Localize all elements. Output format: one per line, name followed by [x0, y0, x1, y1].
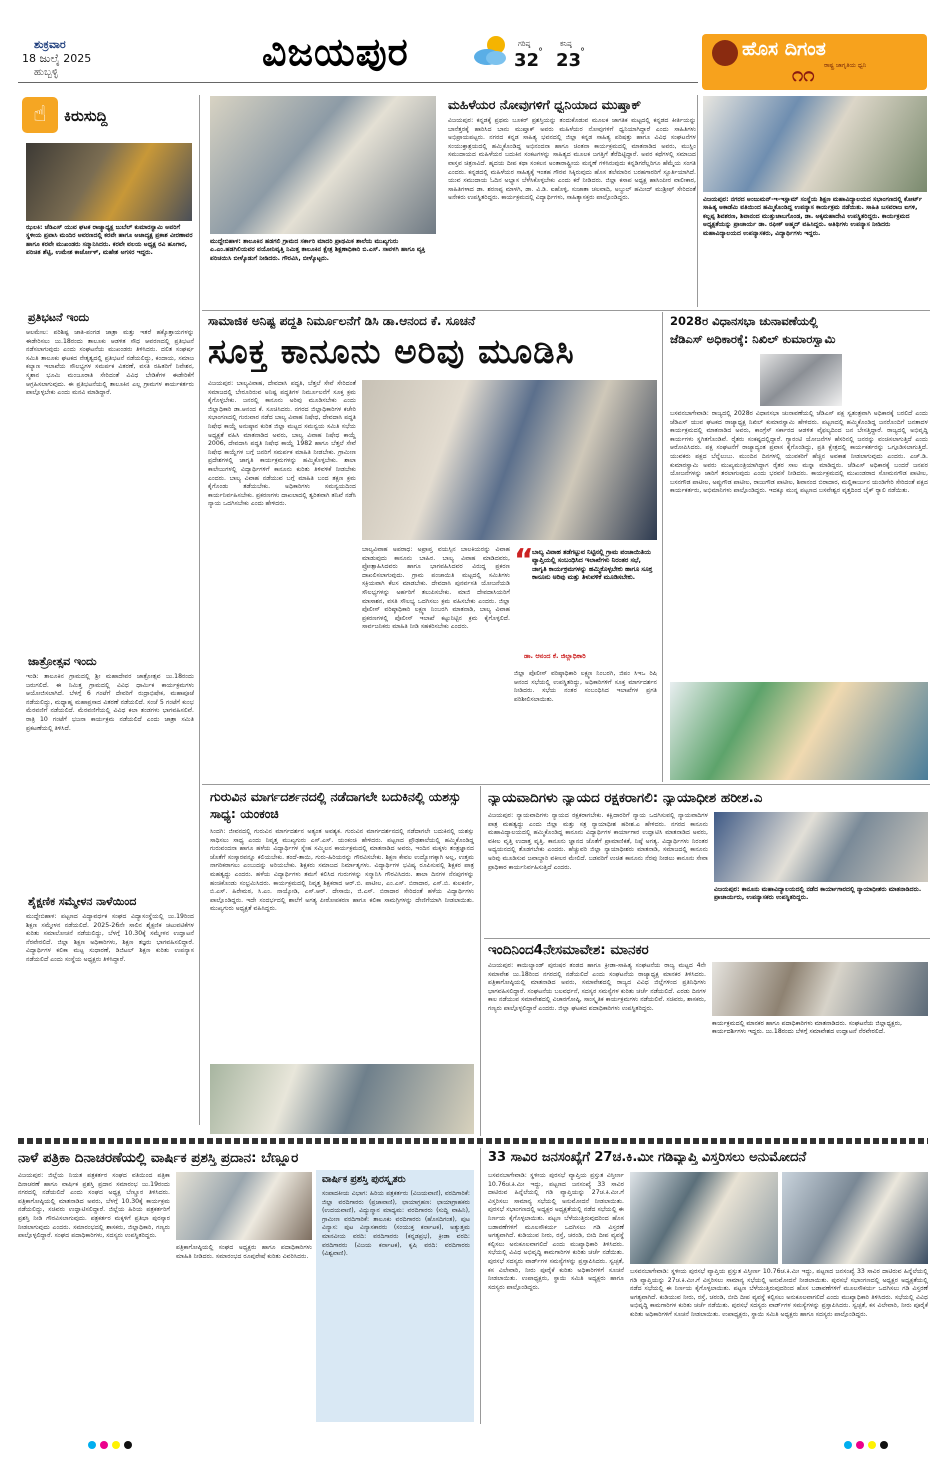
brief-heading-1: ಪ್ರತಿಭಟನೆ ಇಂದು	[28, 311, 90, 324]
section-divider	[18, 1138, 928, 1144]
lead-pullquote	[514, 543, 657, 666]
mushtaq-body: ವಿಜಯಪುರ: ಕನ್ನಡಕ್ಕೆ ಪ್ರಥಮ ಬೂಕರ್ ಪ್ರಶಸ್ತಿಯನ್ನು ತಂದುಕೊಡುವ ಮೂಲಕ ಜಾಗತಿಕ ಮಟ್ಟದಲ್ಲಿ ಕನ್ನಡದ ಕೀರ್ತಿಯನ್ನು ಬಾನೆತ್ತರಕ್ಕೆ ಹಾರಿಸಿದ ಬಾನು ಮುಷ್ತಾಕ್ ಅವರು ಮಹಿಳೆಯರ ನೋವುಗಳಿಗೆ ಧ್ವನಿಯಾಗಿದ್ದಾರೆ ಎಂದು ಸಾಹಿತಿಗಳು ಅಭಿಪ್ರಾಯಪಟ್ಟರು. ನಗರದ ಕನ್ನಡ ಸಾಹಿತ್ಯ ಭವನದಲ್ಲಿ ಜಿಲ್ಲಾ ಕನ್ನಡ ಸಾಹಿತ್ಯ ಪರಿಷತ್ತು ಹಾಗೂ ವಿವಿಧ ಸಂಘಟನೆಗಳ ಸಂಯುಕ್ತಾಶ್ರಯದಲ್ಲಿ ಹಮ್ಮಿಕೊಂಡಿದ್ದ ಅಭಿನಂದನಾ ಹಾಗೂ ಚಿಂತನಾ ಕಾರ್ಯಕ್ರಮದಲ್ಲಿ ಮಾತನಾಡಿದ ಅವರು, ಮುಸ್ಲಿಂ ಸಮುದಾಯದ ಮಹಿಳೆಯರ ಬದುಕಿನ ಸಂಕಟಗಳನ್ನು ಸಾಹಿತ್ಯದ ಮೂಲಕ ಜಗತ್ತಿಗೆ ತೆರೆದಿಟ್ಟಿದ್ದಾರೆ. ಅವರ ಕಥೆಗಳಲ್ಲಿ ಸಮಾಜದ ವಾಸ್ತವ ಚಿತ್ರಣವಿದೆ. ಹೃದಯ ದೀಪ ಕಥಾ ಸಂಕಲನ ಅಂತಾರಾಷ್ಟ್ರೀಯ ಮನ್ನಣೆ ಗಳಿಸಿರುವುದು ಕನ್ನಡಿಗರೆಲ್ಲರಿಗೂ ಹೆಮ್ಮೆಯ ಸಂಗತಿ ಎಂದರು. ಕನ್ನಡದಲ್ಲಿ ಮಹಿಳೆಯರ ಸಾಹಿತ್ಯಕ್ಕೆ ಇಂತಹ ಗೌರವ ಸಿಕ್ಕಿರುವುದು ಹೊಸ ತಲೆಮಾರಿನ ಬರಹಗಾರರಿಗೆ ಸ್ಫೂರ್ತಿಯಾಗಿದೆ. ಯುವ ಸಮುದಾಯ ಓದಿನ ಅಭ್ಯಾಸ ಬೆಳೆಸಿಕೊಳ್ಳಬೇಕು ಎಂದು ಕರೆ ನೀಡಿದರು. ಜಿಲ್ಲಾ ಕಸಾಪ ಅಧ್ಯಕ್ಷ ಹಾಸಿಂಪೀರ ವಾಲೀಕಾರ, ಸಾಹಿತಿಗಳಾದ ಡಾ. ಶರಣಪ್ಪ ಮಾಳಗಿ, ಡಾ. ವಿ.ಡಿ. ಐಹೊಳ್ಳಿ, ಸುಜಾತಾ ಚಲವಾದಿ, ಅಬ್ದುಲ್ ಹಮೀದ್ ಮುಶ್ರೀಫ್ ಸೇರಿದಂತೆ ಅನೇಕರು ಉಪಸ್ಥಿತರಿದ್ದರು. ಕಾರ್ಯಕ್ರಮದಲ್ಲಿ ವಿದ್ಯಾರ್ಥಿಗಳು, ಸಾಹಿತ್ಯಾಸಕ್ತರು ಪಾಲ್ಗೊಂಡಿದ್ದರು.	[448, 117, 696, 202]
patrika-body: ವಿಜಯಪುರ: ಜಿಲ್ಲೆಯ ನಿಯತ ಪತ್ರಕರ್ತರ ಸಂಘದ ವತಿಯಿಂದ ಪತ್ರಿಕಾ ದಿನಾಚರಣೆ ಹಾಗೂ ವಾರ್ಷಿಕ ಪ್ರಶಸ್ತಿ ಪ್ರದಾನ ಸಮಾರಂಭ ಜು.19ರಂದು ನಗರದಲ್ಲಿ ನಡೆಯಲಿದೆ ಎಂದು ಸಂಘದ ಅಧ್ಯಕ್ಷ ಬೆಣ್ಣೂರ ತಿಳಿಸಿದರು. ಪತ್ರಿಕಾಗೋಷ್ಠಿಯಲ್ಲಿ ಮಾತನಾಡಿದ ಅವರು, ಬೆಳಗ್ಗೆ 10.30ಕ್ಕೆ ಕಾರ್ಯಕ್ರಮ ನಡೆಯಲಿದ್ದು, ಸಚಿವರು ಉದ್ಘಾಟಿಸಲಿದ್ದಾರೆ. ಜಿಲ್ಲೆಯ ಹಿರಿಯ ಪತ್ರಕರ್ತರಿಗೆ ಪ್ರಶಸ್ತಿ ನೀಡಿ ಗೌರವಿಸಲಾಗುವುದು. ಪತ್ರಕರ್ತರ ಮಕ್ಕಳಿಗೆ ಪ್ರತಿಭಾ ಪುರಸ್ಕಾರ ನೀಡಲಾಗುವುದು ಎಂದರು. ಸಮಾರಂಭದಲ್ಲಿ ಶಾಸಕರು, ಜಿಲ್ಲಾಧಿಕಾರಿ, ಗಣ್ಯರು ಪಾಲ್ಗೊಳ್ಳಲಿದ್ದಾರೆ. ಸಂಘದ ಪದಾಧಿಕಾರಿಗಳು, ಸದಸ್ಯರು ಉಪಸ್ಥಿತರಿದ್ದರು.	[18, 1172, 170, 1240]
brief-heading-3: ಶೈಕ್ಷಣಿಕ ಸಮ್ಮೇಳನ ನಾಳೆಯಿಂದ	[28, 895, 137, 908]
patrika-headline: ನಾಳೆ ಪತ್ರಿಕಾ ದಿನಾಚರಣೆಯಲ್ಲಿ ವಾರ್ಷಿಕ ಪ್ರಶಸ್ತಿ ಪ್ರದಾನ: ಬೆಣ್ಣೂರ	[18, 1150, 299, 1166]
brief-heading-2: ಜಾತ್ರೋತ್ಸವ ಇಂದು	[28, 655, 97, 668]
award-box-title: ವಾರ್ಷಿಕ ಪ್ರಶಸ್ತಿ ಪುರಸ್ಕೃತರು	[322, 1174, 406, 1185]
max-temp: 32	[514, 50, 540, 71]
forest-headline: 33 ಸಾವಿರ ಜನಸಂಖ್ಯೆಗೆ 27ಚ.ಕಿ.ಮೀ ಗಡಿವ್ಯಾಪ್ತಿ ವಿಸ್ತರಿಸಲು ಅನುಮೋದನೆ	[488, 1150, 807, 1165]
page-day: ಶುಕ್ರವಾರ	[34, 38, 66, 51]
hadagali-photo	[210, 96, 436, 234]
kirusuddi-section	[18, 93, 198, 1123]
row-rule	[202, 784, 930, 785]
hadagali-caption: ಮುದ್ದೇಬಿಹಾಳ: ತಾಲೂಕಿನ ಹಡಗಲಿ ಗ್ರಾಮದ ಸರ್ಕಾರಿ ಮಾದರಿ ಪ್ರಾಥಮಿಕ ಶಾಲೆಯ ಮುಖ್ಯಗುರು ಎ.ಎಂ.ಹಡಗಿಲಿಯವರ ವಯೋನಿವೃತ್ತಿ ನಿಮಿತ್ತ ತಾಲೂಕಿನ ಕ್ಷೇತ್ರ ಶಿಕ್ಷಣಾಧಿಕಾರಿ ಬಿ.ಎಸ್. ಸಾವಳಗಿ ಹಾಗೂ ವ್ಯಕ್ತಿ ಪರಿಚಯಿಸಿ ಬೀಳ್ಕೊಡುಗೆ ನೀಡಿದರು. ಗೌರವಿಸಿ, ಬೀಳ್ಕೊಟ್ಟರು.	[210, 238, 426, 262]
nikhil-kicker: 2028ರ ವಿಧಾನಸಭಾ ಚುನಾವಣೆಯಲ್ಲಿ	[670, 314, 818, 328]
award-box-body: ಸಂಪಾದಕೀಯ ವಿಭಾಗ: ಹಿರಿಯ ಪತ್ರಕರ್ತರು (ವಿಜಯವಾಣಿ), ವರದಿಗಾರಿಕೆ: ಜಿಲ್ಲಾ ವರದಿಗಾರರು (ಪ್ರಜಾವಾಣಿ), ಛಾಯಾಗ್ರಹಣ: ಛಾಯಾಗ್ರಾಹಕರು (ಉದಯವಾಣಿ), ವಿದ್ಯುನ್ಮಾನ ಮಾಧ್ಯಮ: ವರದಿಗಾರರು (ಸುದ್ದಿ ವಾಹಿನಿ), ಗ್ರಾಮೀಣ ವರದಿಗಾರಿಕೆ: ತಾಲೂಕು ವರದಿಗಾರರು (ಹೊಸದಿಗಂತ), ಪುಟ ವಿನ್ಯಾಸ: ಪುಟ ವಿನ್ಯಾಸಕಾರರು (ಸಂಯುಕ್ತ ಕರ್ನಾಟಕ), ಅತ್ಯುತ್ತಮ ಮಾನವೀಯ ವರದಿ: ವರದಿಗಾರರು (ಕನ್ನಡಪ್ರಭ), ಕ್ರೀಡಾ ವರದಿ: ವರದಿಗಾರರು (ವಿಜಯ ಕರ್ನಾಟಕ), ಕೃಷಿ ವರದಿ: ವರದಿಗಾರರು (ವಿಶ್ವವಾಣಿ).	[322, 1190, 470, 1258]
masthead	[0, 0, 945, 92]
nikhil-body: ಬಸವನಬಾಗೇವಾಡಿ: ರಾಜ್ಯದಲ್ಲಿ 2028ರ ವಿಧಾನಸಭಾ ಚುನಾವಣೆಯಲ್ಲಿ ಜೆಡಿಎಸ್ ಪಕ್ಷ ಸ್ವತಂತ್ರವಾಗಿ ಅಧಿಕಾರಕ್ಕೆ ಬರಲಿದೆ ಎಂದು ಜೆಡಿಎಸ್ ಯುವ ಘಟಕದ ರಾಜ್ಯಾಧ್ಯಕ್ಷ ನಿಖಿಲ್ ಕುಮಾರಸ್ವಾಮಿ ಹೇಳಿದರು. ಪಟ್ಟಣದಲ್ಲಿ ಹಮ್ಮಿಕೊಂಡಿದ್ದ ಜನರೊಂದಿಗೆ ಜನತಾದಳ ಕಾರ್ಯಕ್ರಮದಲ್ಲಿ ಮಾತನಾಡಿದ ಅವರು, ಕಾಂಗ್ರೆಸ್ ಸರ್ಕಾರದ ಆಡಳಿತ ವೈಫಲ್ಯದಿಂದ ಜನ ಬೇಸತ್ತಿದ್ದಾರೆ. ರಾಜ್ಯದಲ್ಲಿ ಅಭಿವೃದ್ಧಿ ಕಾರ್ಯಗಳು ಸ್ಥಗಿತಗೊಂಡಿವೆ. ರೈತರು ಸಂಕಷ್ಟದಲ್ಲಿದ್ದಾರೆ. ಗ್ಯಾರಂಟಿ ಯೋಜನೆಗಳ ಹೆಸರಿನಲ್ಲಿ ಜನರನ್ನು ವಂಚಿಸಲಾಗುತ್ತಿದೆ ಎಂದು ಆರೋಪಿಸಿದರು. ಪಕ್ಷ ಸಂಘಟನೆಗೆ ರಾಜ್ಯಾದ್ಯಂತ ಪ್ರವಾಸ ಕೈಗೊಂಡಿದ್ದು, ಪ್ರತಿ ಕ್ಷೇತ್ರದಲ್ಲಿ ಕಾರ್ಯಕರ್ತರನ್ನು ಒಗ್ಗೂಡಿಸಲಾಗುತ್ತಿದೆ. ಯುವಕರು ಪಕ್ಷದ ಬೆನ್ನೆಲುಬು. ಮುಂದಿನ ದಿನಗಳಲ್ಲಿ ಯುವಕರಿಗೆ ಹೆಚ್ಚಿನ ಅವಕಾಶ ನೀಡಲಾಗುವುದು ಎಂದರು. ಎಚ್.ಡಿ. ಕುಮಾರಸ್ವಾಮಿ ಅವರು ಮುಖ್ಯಮಂತ್ರಿಯಾಗಿದ್ದಾಗ ರೈತರ ಸಾಲ ಮನ್ನಾ ಮಾಡಿದ್ದರು. ಜೆಡಿಎಸ್ ಅಧಿಕಾರಕ್ಕೆ ಬಂದರೆ ಜನಪರ ಯೋಜನೆಗಳನ್ನು ಜಾರಿಗೆ ತರಲಾಗುವುದು ಎಂದು ಭರವಸೆ ನೀಡಿದರು. ಕಾರ್ಯಕ್ರಮದಲ್ಲಿ ಮುಖಂಡರಾದ ಸೋಮನಗೌಡ ಪಾಟೀಲ, ಬಸನಗೌಡ ಪಾಟೀಲ, ಅಪ್ಪುಗೌಡ ಪಾಟೀಲ, ರಾಜುಗೌಡ ಪಾಟೀಲ, ಶಿವಾನಂದ ಬಿರಾದಾರ, ಮಲ್ಲಿಕಾರ್ಜುನ ಯಂಡಿಗೇರಿ ಸೇರಿದಂತೆ ಪಕ್ಷದ ಕಾರ್ಯಕರ್ತರು, ಅಭಿಮಾನಿಗಳು ಪಾಲ್ಗೊಂಡಿದ್ದರು. ಇದಕ್ಕೂ ಮುನ್ನ ಪಟ್ಟಣದ ಬಸವೇಶ್ವರ ವೃತ್ತದಿಂದ ಬೈಕ್ ರ‍್ಯಾಲಿ ನಡೆಯಿತು.	[670, 410, 928, 495]
max-temp-degree: °	[538, 47, 543, 58]
nyaya-caption: ವಿಜಯಪುರ: ಕಾನೂನು ಮಹಾವಿದ್ಯಾಲಯದಲ್ಲಿ ನಡೆದ ಕಾರ್ಯಾಗಾರದಲ್ಲಿ ನ್ಯಾಯಾಧೀಶರು ಮಾತನಾಡಿದರು. ಪ್ರಾಚಾರ್ಯರು, ಉಪನ್ಯಾಸಕರು ಉಪಸ್ಥಿತರಿದ್ದರು.	[714, 886, 922, 902]
registration-marks-left	[86, 1434, 134, 1453]
page-number: ೧೧	[792, 62, 815, 86]
forest-body-2: ಬಸವನಬಾಗೇವಾಡಿ: ಸ್ಥಳೀಯ ಪುರಸಭೆ ವ್ಯಾಪ್ತಿಯ ಪ್ರಸ್ತುತ ವಿಸ್ತೀರ್ಣ 10.76ಚ.ಕಿ.ಮೀ ಇದ್ದು, ಪಟ್ಟಣದ ಜನಸಂಖ್ಯೆ 33 ಸಾವಿರ ದಾಟಿರುವ ಹಿನ್ನೆಲೆಯಲ್ಲಿ ಗಡಿ ವ್ಯಾಪ್ತಿಯನ್ನು 27ಚ.ಕಿ.ಮೀ.ಗೆ ವಿಸ್ತರಿಸಲು ಸಾಮಾನ್ಯ ಸಭೆಯಲ್ಲಿ ಅನುಮೋದನೆ ನೀಡಲಾಯಿತು. ಪುರಸಭೆ ಸಭಾಂಗಣದಲ್ಲಿ ಅಧ್ಯಕ್ಷರ ಅಧ್ಯಕ್ಷತೆಯಲ್ಲಿ ನಡೆದ ಸಭೆಯಲ್ಲಿ ಈ ನಿರ್ಣಯ ಕೈಗೊಳ್ಳಲಾಯಿತು. ಪಟ್ಟಣ ಬೆಳೆಯುತ್ತಿರುವುದರಿಂದ ಹೊಸ ಬಡಾವಣೆಗಳಿಗೆ ಮೂಲಸೌಕರ್ಯ ಒದಗಿಸಲು ಗಡಿ ವಿಸ್ತರಣೆ ಅಗತ್ಯವಾಗಿದೆ. ಕುಡಿಯುವ ನೀರು, ರಸ್ತೆ, ಚರಂಡಿ, ಬೀದಿ ದೀಪ ವ್ಯವಸ್ಥೆ ಕಲ್ಪಿಸಲು ಅನುಕೂಲವಾಗಲಿದೆ ಎಂದು ಮುಖ್ಯಾಧಿಕಾರಿ ತಿಳಿಸಿದರು. ಸಭೆಯಲ್ಲಿ ವಿವಿಧ ಅಭಿವೃದ್ಧಿ ಕಾಮಗಾರಿಗಳ ಕುರಿತು ಚರ್ಚೆ ನಡೆಯಿತು. ಪುರಸಭೆ ಸದಸ್ಯರು ವಾರ್ಡ್‌ಗಳ ಸಮಸ್ಯೆಗಳನ್ನು ಪ್ರಸ್ತಾಪಿಸಿದರು. ಸ್ವಚ್ಛತೆ, ಕಸ ವಿಲೇವಾರಿ, ನೀರು ಪೂರೈಕೆ ಕುರಿತು ಅಧಿಕಾರಿಗಳಿಗೆ ಸೂಚನೆ ನೀಡಲಾಯಿತು. ಉಪಾಧ್ಯಕ್ಷರು, ಸ್ಥಾಯಿ ಸಮಿತಿ ಅಧ್ಯಕ್ಷರು ಹಾಗೂ ಸದಸ್ಯರು ಪಾಲ್ಗೊಂಡಿದ್ದರು.	[630, 1268, 928, 1318]
brand-tagline: ರಾಷ್ಟ್ರ ಜಾಗೃತಿಯ ಧ್ವನಿ	[824, 62, 867, 69]
brand-name: ಹೊಸ ದಿಗಂತ	[742, 38, 826, 60]
lead-body-mid: ಬಾಲ್ಯವಿವಾಹ ಅಪರಾಧ: ಅಪ್ರಾಪ್ತ ವಯಸ್ಸಿನ ಬಾಲಕಿಯರನ್ನು ವಿವಾಹ ಮಾಡುವುದು ಕಾನೂನು ಬಾಹಿರ. ಬಾಲ್ಯ ವಿವಾಹ ಮಾಡಿದವರು, ಪ್ರೋತ್ಸಾಹಿಸಿದವರು ಹಾಗೂ ಭಾಗವಹಿಸಿದವರ ವಿರುದ್ಧ ಪ್ರಕರಣ ದಾಖಲಿಸಲಾಗುವುದು. ಗ್ರಾಮ ಪಂಚಾಯಿತಿ ಮಟ್ಟದಲ್ಲಿ ಸಮಿತಿಗಳು ಸಕ್ರಿಯವಾಗಿ ಕೆಲಸ ಮಾಡಬೇಕು. ದೇವದಾಸಿ ಪುನರ್ವಸತಿ ಯೋಜನೆಯಡಿ ಸೌಲಭ್ಯಗಳನ್ನು ಅರ್ಹರಿಗೆ ತಲುಪಿಸಬೇಕು. ಮಾಜಿ ದೇವದಾಸಿಯರಿಗೆ ಮಾಸಾಶನ, ವಸತಿ ಸೌಲಭ್ಯ ಒದಗಿಸಲು ಕ್ರಮ ವಹಿಸಬೇಕು ಎಂದರು. ಜಿಲ್ಲಾ ಪೊಲೀಸ್ ವರಿಷ್ಠಾಧಿಕಾರಿ ಲಕ್ಷ್ಮಣ ನಿಂಬರಗಿ ಮಾತನಾಡಿ, ಬಾಲ್ಯ ವಿವಾಹ ಪ್ರಕರಣಗಳಲ್ಲಿ ಪೊಲೀಸ್ ಇಲಾಖೆ ಕಟ್ಟುನಿಟ್ಟಿನ ಕ್ರಮ ಕೈಗೊಳ್ಳಲಿದೆ. ಸಾರ್ವಜನಿಕರು ಮಾಹಿತಿ ನೀಡಿ ಸಹಕರಿಸಬೇಕು ಎಂದರು.	[362, 546, 510, 631]
nikhil-photo	[670, 682, 928, 780]
pullquote-text: ಬಾಲ್ಯ ವಿವಾಹ ತಡೆಗಟ್ಟುವ ನಿಟ್ಟಿನಲ್ಲಿ ಗ್ರಾಮ ಪಂಚಾಯಿತಿಯ ವ್ಯಾಪ್ತಿಯಲ್ಲಿ ಸಂಬಂಧಿಸಿದ ಇಲಾಖೆಗಳು ನಿರಂತರ ಸಭೆ, ಜಾಗೃತಿ ಕಾರ್ಯಕ್ರಮಗಳನ್ನು ಹಮ್ಮಿಕೊಳ್ಳಬೇಕು ಹಾಗೂ ಸೂಕ್ತ ಕಾನೂನು ಅರಿವು ಮತ್ತು ತಿಳುವಳಿಕೆ ಮೂಡಿಸಬೇಕು.	[532, 548, 653, 582]
page-place: ಹುಬ್ಬಳ್ಳಿ	[34, 67, 59, 78]
manakara-headline: ಇಂದಿನಿಂದ4ನೇಸಮಾವೇಶ: ಮಾನಕರ	[488, 942, 649, 958]
registration-marks-right	[842, 1434, 890, 1453]
patrika-photo	[176, 1172, 312, 1240]
award-box	[316, 1170, 474, 1422]
lead-headline: ಸೂಕ್ತ ಕಾನೂನು ಅರಿವು ಮೂಡಿಸಿ	[208, 332, 575, 372]
min-temp-degree: °	[580, 47, 585, 58]
mushtaq-headline: ಮಹಿಳೆಯರ ನೋವುಗಳಿಗೆ ಧ್ವನಿಯಾದ ಮುಷ್ತಾಕ್	[448, 97, 642, 112]
edition-title: ವಿಜಯಪುರ	[262, 30, 409, 74]
guru-headline-1: ಗುರುವಿನ ಮಾರ್ಗದರ್ಶನದಲ್ಲಿ ನಡೆದಾಗಲೇ ಬದುಕಿನಲ್ಲಿ ಯಶಸ್ಸು ಸಾಧ್ಯ: ಯಂಕಂಚಿ	[210, 789, 461, 821]
page-date: 18 ಜುಲೈ 2025	[22, 52, 92, 65]
weather-icon	[470, 32, 510, 68]
column-rule	[697, 95, 698, 307]
lead-photo	[362, 380, 657, 540]
forest-photo-1	[630, 1172, 778, 1264]
anjuman-photo	[703, 96, 927, 192]
brief-body-3: ಮುದ್ದೇಬಿಹಾಳ: ಪಟ್ಟಣದ ವಿದ್ಯಾವರ್ಧಕ ಸಂಘದ ವಿದ್ಯಾಸಂಸ್ಥೆಯಲ್ಲಿ ಜು.19ರಿಂದ ಶಿಕ್ಷಣ ಸಮ್ಮೇಳನ ನಡೆಯಲಿದೆ. 2025-26ನೇ ಸಾಲಿನ ಶೈಕ್ಷಣಿಕ ಚಟುವಟಿಕೆಗಳ ಕುರಿತು ಸಮಾಲೋಚನೆ ನಡೆಯಲಿದ್ದು, ಬೆಳಗ್ಗೆ 10.30ಕ್ಕೆ ಸಮ್ಮೇಳನ ಉದ್ಘಾಟನೆ ನೆರವೇರಲಿದೆ. ಜಿಲ್ಲಾ ಶಿಕ್ಷಣ ಅಧಿಕಾರಿಗಳು, ಶಿಕ್ಷಣ ತಜ್ಞರು ಭಾಗವಹಿಸಲಿದ್ದಾರೆ. ವಿದ್ಯಾರ್ಥಿಗಳ ಕಲಿಕಾ ಮಟ್ಟ ಸುಧಾರಣೆ, ಡಿಜಿಟಲ್ ಶಿಕ್ಷಣ ಕುರಿತು ಉಪನ್ಯಾಸ ನಡೆಯಲಿದೆ ಎಂದು ಸಂಸ್ಥೆಯ ಅಧ್ಯಕ್ಷರು ತಿಳಿಸಿದ್ದಾರೆ.	[26, 913, 194, 963]
kirusuddi-photo	[26, 143, 192, 221]
forest-photo-2	[782, 1172, 928, 1264]
brand-banner	[702, 34, 927, 90]
row-rule	[202, 310, 930, 311]
guru-body: ಸಿಂದಗಿ: ಜೀವನದಲ್ಲಿ ಗುರುವಿನ ಮಾರ್ಗದರ್ಶನ ಅತ್ಯಂತ ಅವಶ್ಯಕ. ಗುರುವಿನ ಮಾರ್ಗದರ್ಶನದಲ್ಲಿ ನಡೆದಾಗಲೇ ಬದುಕಿನಲ್ಲಿ ಯಶಸ್ಸು ಸಾಧಿಸಲು ಸಾಧ್ಯ ಎಂದು ನಿವೃತ್ತ ಮುಖ್ಯಗುರು ಎಸ್.ಎಸ್. ಯಂಕಂಚಿ ಹೇಳಿದರು. ಪಟ್ಟಣದ ಪ್ರೌಢಶಾಲೆಯಲ್ಲಿ ಹಮ್ಮಿಕೊಂಡಿದ್ದ ಗುರುವಂದನಾ ಹಾಗೂ ಹಳೆಯ ವಿದ್ಯಾರ್ಥಿಗಳ ಸ್ನೇಹ ಸಮ್ಮಿಲನ ಕಾರ್ಯಕ್ರಮದಲ್ಲಿ ಮಾತನಾಡಿದ ಅವರು, ಇಂದಿನ ಮಕ್ಕಳು ತಂತ್ರಜ್ಞಾನದ ಜೊತೆಗೆ ಸಂಸ್ಕಾರವನ್ನೂ ಕಲಿಯಬೇಕು. ತಂದೆ-ತಾಯಿ, ಗುರು-ಹಿರಿಯರನ್ನು ಗೌರವಿಸಬೇಕು. ಶಿಕ್ಷಣ ಕೇವಲ ಉದ್ಯೋಗಕ್ಕಾಗಿ ಅಲ್ಲ, ಉತ್ತಮ ನಾಗರಿಕರಾಗಲು ಎಂಬುದನ್ನು ಅರಿಯಬೇಕು. ಶಿಕ್ಷಕರು ಸಮಾಜದ ನಿರ್ಮಾತೃಗಳು. ವಿದ್ಯಾರ್ಥಿಗಳ ಭವಿಷ್ಯ ರೂಪಿಸುವಲ್ಲಿ ಶಿಕ್ಷಕರ ಪಾತ್ರ ಮಹತ್ವದ್ದು ಎಂದರು. ಹಳೆಯ ವಿದ್ಯಾರ್ಥಿಗಳು ತಮಗೆ ಕಲಿಸಿದ ಗುರುಗಳನ್ನು ಸನ್ಮಾನಿಸಿ ಗೌರವಿಸಿದರು. ಶಾಲಾ ದಿನಗಳ ನೆನಪುಗಳನ್ನು ಹಂಚಿಕೊಂಡು ಸಂಭ್ರಮಿಸಿದರು. ಕಾರ್ಯಕ್ರಮದಲ್ಲಿ ನಿವೃತ್ತ ಶಿಕ್ಷಕರಾದ ಆರ್.ಬಿ. ಪಾಟೀಲ, ಎಂ.ಎಸ್. ಬಿರಾದಾರ, ಎಸ್.ಬಿ. ಕುಲಕರ್ಣಿ, ಬಿ.ಎಸ್. ಹಿರೇಮಠ, ಸಿ.ಎಂ. ನಾಯ್ಕೋಡಿ, ಎಸ್.ಆರ್. ದೇಸಾಯಿ, ಜಿ.ಎಸ್. ಬಿರಾದಾರ ಸೇರಿದಂತೆ ಹಳೆಯ ವಿದ್ಯಾರ್ಥಿಗಳು ಪಾಲ್ಗೊಂಡಿದ್ದರು. ಇದೇ ಸಂದರ್ಭದಲ್ಲಿ ಶಾಲೆಗೆ ಅಗತ್ಯ ಪೀಠೋಪಕರಣ ಹಾಗೂ ಕಲಿಕಾ ಸಾಮಗ್ರಿಗಳನ್ನು ದೇಣಿಗೆಯಾಗಿ ನೀಡಲಾಯಿತು. ಮುಖ್ಯಗುರು ಅಧ್ಯಕ್ಷತೆ ವಹಿಸಿದ್ದರು.	[210, 828, 474, 913]
patrika-caption: ಪತ್ರಿಕಾಗೋಷ್ಠಿಯಲ್ಲಿ ಸಂಘದ ಅಧ್ಯಕ್ಷರು ಹಾಗೂ ಪದಾಧಿಕಾರಿಗಳು ಮಾಹಿತಿ ನೀಡಿದರು. ಸಮಾರಂಭದ ರೂಪುರೇಷೆ ಕುರಿತು ವಿವರಿಸಿದರು.	[176, 1244, 312, 1260]
lead-body-right: ಜಿಲ್ಲಾ ಪೊಲೀಸ್ ವರಿಷ್ಠಾಧಿಕಾರಿ ಲಕ್ಷ್ಮಣ ನಿಂಬರಗಿ, ಜಿಪಂ ಸಿಇಒ ರಿಷಿ ಆನಂದ ಸಭೆಯಲ್ಲಿ ಉಪಸ್ಥಿತರಿದ್ದು, ಅಧಿಕಾರಿಗಳಿಗೆ ಸೂಕ್ತ ಮಾರ್ಗದರ್ಶನ ನೀಡಿದರು. ಸಭೆಯ ನಂತರ ಸಂಬಂಧಿಸಿದ ಇಲಾಖೆಗಳ ಪ್ರಗತಿ ಪರಿಶೀಲಿಸಲಾಯಿತು.	[514, 670, 657, 703]
kirusuddi-photo-caption: ಝಲಕಿ: ಜೆಡಿಎಸ್ ಯುವ ಘಟಕ ರಾಜ್ಯಾಧ್ಯಕ್ಷ ಜುಬೆಲ್ ಕುಮಾರಸ್ವಾಮಿ ಅವರಿಗೆ ಸ್ಥಳೀಯ ಪ್ರವಾಸಿ ಮಂದಿರ ಆವರಣದಲ್ಲಿ ಕರವೇ ಹಾಗೂ ಅಜಾದ್ಯಕ್ಷ ಪ್ರಕಾಶ ವೀರಣಾವರ ಹಾಗೂ ಕರವೇ ಮುಖಂಡರು ಸನ್ಮಾನಿಸಿದರು. ಕರವೇ ವಲಯ ಅಧ್ಯಕ್ಷ ರವಿ ಹೂಗಾರ, ಪರಿಚಿತ ಶೆಟ್ಟಿ, ಉಮೇಶ ಕಾರ್ಜೋಳ್, ಮಹೇಶ ಅಗಸರ ಇದ್ದರು.	[26, 224, 193, 257]
nikhil-headline: ಜೆಡಿಎಸ್ ಅಧಿಕಾರಕ್ಕೆ: ನಿಖಿಲ್ ಕುಮಾರಸ್ವಾಮಿ	[670, 332, 836, 346]
guru-photo	[210, 1064, 474, 1134]
manakara-caption: ಕಾರ್ಯಕ್ರಮದಲ್ಲಿ ಮಾನಕರ ಹಾಗೂ ಪದಾಧಿಕಾರಿಗಳು ಮಾತನಾಡಿದರು. ಸಂಘಟನೆಯ ಜಿಲ್ಲಾಧ್ಯಕ್ಷರು, ಕಾರ್ಯದರ್ಶಿಗಳು ಇದ್ದರು. ಜು.18ರಂದು ಬೆಳಗ್ಗೆ ಸಮಾವೇಶದ ಉದ್ಘಾಟನೆ ನೆರವೇರಲಿದೆ.	[712, 1020, 902, 1036]
nyaya-headline: ನ್ಯಾಯವಾದಿಗಳು ನ್ಯಾಯದ ರಕ್ಷಕರಾಗಲಿ: ನ್ಯಾಯಾಧೀಶ ಹರೀಶ.ಎ	[488, 790, 763, 806]
kirusuddi-header	[22, 97, 152, 137]
header-rule	[18, 82, 698, 83]
manakara-body: ವಿಜಯಪುರ: ಕಾಯಿಲ್ಯಾಂಡ್ ಪುರುಷರ ತಂಡದ ಹಾಗೂ ಕ್ರೀಡಾ-ಸಾಹಿತ್ಯ ಸಂಘಟನೆಯ ರಾಜ್ಯ ಮಟ್ಟದ 4ನೇ ಸಮಾವೇಶ ಜು.18ರಿಂದ ನಗರದಲ್ಲಿ ನಡೆಯಲಿದೆ ಎಂದು ಸಂಘಟನೆಯ ರಾಜ್ಯಾಧ್ಯಕ್ಷ ಮಾನಕರ ತಿಳಿಸಿದರು. ಪತ್ರಿಕಾಗೋಷ್ಠಿಯಲ್ಲಿ ಮಾತನಾಡಿದ ಅವರು, ಸಮಾವೇಶದಲ್ಲಿ ರಾಜ್ಯದ ವಿವಿಧ ಜಿಲ್ಲೆಗಳಿಂದ ಪ್ರತಿನಿಧಿಗಳು ಭಾಗವಹಿಸಲಿದ್ದಾರೆ. ಸಂಘಟನೆಯ ಬಲವರ್ಧನೆ, ಸದಸ್ಯರ ಸಮಸ್ಯೆಗಳ ಕುರಿತು ಚರ್ಚೆ ನಡೆಯಲಿದೆ. ಎರಡು ದಿನಗಳ ಕಾಲ ನಡೆಯುವ ಸಮಾವೇಶದಲ್ಲಿ ವಿಚಾರಗೋಷ್ಠಿ, ಸಾಂಸ್ಕೃತಿಕ ಕಾರ್ಯಕ್ರಮಗಳು ನಡೆಯಲಿವೆ. ಸಚಿವರು, ಶಾಸಕರು, ಗಣ್ಯರು ಪಾಲ್ಗೊಳ್ಳಲಿದ್ದಾರೆ ಎಂದರು. ಜಿಲ್ಲಾ ಘಟಕದ ಪದಾಧಿಕಾರಿಗಳು ಉಪಸ್ಥಿತರಿದ್ದರು.	[488, 962, 706, 1012]
kirusuddi-title: ಕಿರುಸುದ್ದಿ	[64, 107, 108, 125]
forest-body-1: ಬಸವನಬಾಗೇವಾಡಿ: ಸ್ಥಳೀಯ ಪುರಸಭೆ ವ್ಯಾಪ್ತಿಯ ಪ್ರಸ್ತುತ ವಿಸ್ತೀರ್ಣ 10.76ಚ.ಕಿ.ಮೀ ಇದ್ದು, ಪಟ್ಟಣದ ಜನಸಂಖ್ಯೆ 33 ಸಾವಿರ ದಾಟಿರುವ ಹಿನ್ನೆಲೆಯಲ್ಲಿ ಗಡಿ ವ್ಯಾಪ್ತಿಯನ್ನು 27ಚ.ಕಿ.ಮೀ.ಗೆ ವಿಸ್ತರಿಸಲು ಸಾಮಾನ್ಯ ಸಭೆಯಲ್ಲಿ ಅನುಮೋದನೆ ನೀಡಲಾಯಿತು. ಪುರಸಭೆ ಸಭಾಂಗಣದಲ್ಲಿ ಅಧ್ಯಕ್ಷರ ಅಧ್ಯಕ್ಷತೆಯಲ್ಲಿ ನಡೆದ ಸಭೆಯಲ್ಲಿ ಈ ನಿರ್ಣಯ ಕೈಗೊಳ್ಳಲಾಯಿತು. ಪಟ್ಟಣ ಬೆಳೆಯುತ್ತಿರುವುದರಿಂದ ಹೊಸ ಬಡಾವಣೆಗಳಿಗೆ ಮೂಲಸೌಕರ್ಯ ಒದಗಿಸಲು ಗಡಿ ವಿಸ್ತರಣೆ ಅಗತ್ಯವಾಗಿದೆ. ಕುಡಿಯುವ ನೀರು, ರಸ್ತೆ, ಚರಂಡಿ, ಬೀದಿ ದೀಪ ವ್ಯವಸ್ಥೆ ಕಲ್ಪಿಸಲು ಅನುಕೂಲವಾಗಲಿದೆ ಎಂದು ಮುಖ್ಯಾಧಿಕಾರಿ ತಿಳಿಸಿದರು. ಸಭೆಯಲ್ಲಿ ವಿವಿಧ ಅಭಿವೃದ್ಧಿ ಕಾಮಗಾರಿಗಳ ಕುರಿತು ಚರ್ಚೆ ನಡೆಯಿತು. ಪುರಸಭೆ ಸದಸ್ಯರು ವಾರ್ಡ್‌ಗಳ ಸಮಸ್ಯೆಗಳನ್ನು ಪ್ರಸ್ತಾಪಿಸಿದರು. ಸ್ವಚ್ಛತೆ, ಕಸ ವಿಲೇವಾರಿ, ನೀರು ಪೂರೈಕೆ ಕುರಿತು ಅಧಿಕಾರಿಗಳಿಗೆ ಸೂಚನೆ ನೀಡಲಾಯಿತು. ಉಪಾಧ್ಯಕ್ಷರು, ಸ್ಥಾಯಿ ಸಮಿತಿ ಅಧ್ಯಕ್ಷರು ಹಾಗೂ ಸದಸ್ಯರು ಪಾಲ್ಗೊಂಡಿದ್ದರು.	[488, 1172, 624, 1291]
column-rule	[480, 1148, 481, 1424]
nikhil-portrait	[760, 354, 842, 406]
lead-kicker: ಸಾಮಾಜಿಕ ಅನಿಷ್ಟ ಪದ್ಧತಿ ನಿರ್ಮೂಲನೆಗೆ ಡಿಸಿ ಡಾ.ಆನಂದ ಕೆ. ಸೂಚನೆ	[208, 314, 476, 328]
max-temp-label: ಗರಿಷ್ಠ	[518, 40, 531, 48]
nyaya-body: ವಿಜಯಪುರ: ನ್ಯಾಯವಾದಿಗಳು ನ್ಯಾಯದ ರಕ್ಷಕರಾಗಬೇಕು. ಕಕ್ಷಿದಾರರಿಗೆ ನ್ಯಾಯ ಒದಗಿಸುವಲ್ಲಿ ನ್ಯಾಯವಾದಿಗಳ ಪಾತ್ರ ಮಹತ್ವದ್ದು ಎಂದು ಜಿಲ್ಲಾ ಮತ್ತು ಸತ್ರ ನ್ಯಾಯಾಧೀಶ ಹರೀಶ.ಎ ಹೇಳಿದರು. ನಗರದ ಕಾನೂನು ಮಹಾವಿದ್ಯಾಲಯದಲ್ಲಿ ಹಮ್ಮಿಕೊಂಡಿದ್ದ ಕಾನೂನು ವಿದ್ಯಾರ್ಥಿಗಳ ಕಾರ್ಯಾಗಾರ ಉದ್ಘಾಟಿಸಿ ಮಾತನಾಡಿದ ಅವರು, ವಕೀಲ ವೃತ್ತಿ ಉದಾತ್ತ ವೃತ್ತಿ. ಕಾನೂನು ಜ್ಞಾನದ ಜೊತೆಗೆ ಪ್ರಾಮಾಣಿಕತೆ, ನಿಷ್ಠೆ ಅಗತ್ಯ. ವಿದ್ಯಾರ್ಥಿಗಳು ನಿರಂತರ ಅಧ್ಯಯನದಲ್ಲಿ ತೊಡಗಬೇಕು ಎಂದರು. ಹೆಚ್ಚುವರಿ ಜಿಲ್ಲಾ ನ್ಯಾಯಾಧೀಶರು ಮಾತನಾಡಿ, ಸಮಾಜದಲ್ಲಿ ಕಾನೂನು ಅರಿವು ಮೂಡಿಸುವ ಜವಾಬ್ದಾರಿ ವಕೀಲರ ಮೇಲಿದೆ. ಬಡವರಿಗೆ ಉಚಿತ ಕಾನೂನು ನೆರವು ನೀಡಲು ಕಾನೂನು ಸೇವಾ ಪ್ರಾಧಿಕಾರ ಕಾರ್ಯನಿರ್ವಹಿಸುತ್ತಿದೆ ಎಂದರು.	[488, 812, 708, 871]
quote-icon: “	[514, 543, 534, 578]
lead-body-left: ವಿಜಯಪುರ: ಬಾಲ್ಯವಿವಾಹ, ದೇವದಾಸಿ ಪದ್ಧತಿ, ಬೆತ್ತಲೆ ಸೇವೆ ಸೇರಿದಂತೆ ಸಮಾಜದಲ್ಲಿ ಬೇರೂರಿರುವ ಅನಿಷ್ಟ ಪದ್ಧತಿಗಳ ನಿರ್ಮೂಲನೆಗೆ ಸೂಕ್ತ ಕ್ರಮ ಕೈಗೊಳ್ಳಬೇಕು. ಜನರಲ್ಲಿ ಕಾನೂನು ಅರಿವು ಮೂಡಿಸಬೇಕು ಎಂದು ಜಿಲ್ಲಾಧಿಕಾರಿ ಡಾ.ಆನಂದ ಕೆ. ಸೂಚಿಸಿದರು. ನಗರದ ಜಿಲ್ಲಾಧಿಕಾರಿಗಳ ಕಚೇರಿ ಸಭಾಂಗಣದಲ್ಲಿ ಗುರುವಾರ ನಡೆದ ಬಾಲ್ಯ ವಿವಾಹ ನಿಷೇಧ, ದೇವದಾಸಿ ಪದ್ಧತಿ ನಿಷೇಧ ಕಾಯ್ದೆ ಅನುಷ್ಠಾನ ಕುರಿತ ಜಿಲ್ಲಾ ಮಟ್ಟದ ಸಮನ್ವಯ ಸಮಿತಿ ಸಭೆಯ ಅಧ್ಯಕ್ಷತೆ ವಹಿಸಿ ಮಾತನಾಡಿದ ಅವರು, ಬಾಲ್ಯ ವಿವಾಹ ನಿಷೇಧ ಕಾಯ್ದೆ 2006, ದೇವದಾಸಿ ಪದ್ಧತಿ ನಿಷೇಧ ಕಾಯ್ದೆ 1982 ಹಾಗೂ ಬೆತ್ತಲೆ ಸೇವೆ ನಿಷೇಧ ಕಾಯ್ದೆಗಳ ಬಗ್ಗೆ ಜನರಿಗೆ ಸಮರ್ಪಕ ಮಾಹಿತಿ ನೀಡಬೇಕು. ಗ್ರಾಮೀಣ ಪ್ರದೇಶಗಳಲ್ಲಿ ಜಾಗೃತಿ ಕಾರ್ಯಕ್ರಮಗಳನ್ನು ಹಮ್ಮಿಕೊಳ್ಳಬೇಕು. ಶಾಲಾ ಕಾಲೇಜುಗಳಲ್ಲಿ ವಿದ್ಯಾರ್ಥಿಗಳಿಗೆ ಕಾನೂನು ಕುರಿತು ತಿಳಿವಳಿಕೆ ನೀಡಬೇಕು ಎಂದರು. ಬಾಲ್ಯ ವಿವಾಹ ನಡೆಯುವ ಬಗ್ಗೆ ಮಾಹಿತಿ ಬಂದ ತಕ್ಷಣ ಕ್ರಮ ಕೈಗೊಂಡು ತಡೆಯಬೇಕು. ಅಧಿಕಾರಿಗಳು ಸಮನ್ವಯದಿಂದ ಕಾರ್ಯನಿರ್ವಹಿಸಬೇಕು. ಪ್ರಕರಣಗಳು ದಾಖಲಾದಲ್ಲಿ ತ್ವರಿತವಾಗಿ ತನಿಖೆ ನಡೆಸಿ ನ್ಯಾಯ ಒದಗಿಸಬೇಕು ಎಂದು ಹೇಳಿದರು.	[208, 380, 356, 508]
pullquote-author: ಡಾ. ಆನಂದ ಕೆ. ಜಿಲ್ಲಾಧಿಕಾರಿ	[524, 652, 586, 660]
anjuman-caption: ವಿಜಯಪುರ: ನಗರದ ಅಂಜುಮನ್-ಇ-ಇಸ್ಲಾಮ್ ಸಂಸ್ಥೆಯ ಶಿಕ್ಷಣ ಮಹಾವಿದ್ಯಾಲಯದ ಸಭಾಂಗಣದಲ್ಲಿ ಕೋರ್ಟ್ ಸಾಹಿತ್ಯ ಅಕಾಡೆಮಿ ವತಿಯಿಂದ ಹಮ್ಮಿಕೊಂಡಿದ್ದ ಉಪನ್ಯಾಸ ಕಾರ್ಯಕ್ರಮ ನಡೆಯಿತು. ಸಾಹಿತಿ ಬಸವರಾಜ ಐಗಳಿ, ಕಲ್ಲಪ್ಪ ಶಿವಶರಣ, ಶಿವಾನಂದ ಮುತ್ತುಜಾಬಗೊಂಡ, ಡಾ. ಅಕ್ಕಮಹಾದೇವಿ ಉಪಸ್ಥಿತರಿದ್ದರು. ಕಾರ್ಯಕ್ರಮದ ಅಧ್ಯಕ್ಷತೆಯನ್ನು ಪ್ರಾಚಾರ್ಯ ಡಾ. ರಫೀಕ್ ಅಹ್ಮದ್ ವಹಿಸಿದ್ದರು. ಅತಿಥಿಗಳು ಉಪನ್ಯಾಸ ನೀಡಿದರು ಮಹಾವಿದ್ಯಾಲಯದ ಉಪನ್ಯಾಸಕರು, ವಿದ್ಯಾರ್ಥಿಗಳು ಇದ್ದರು.	[703, 196, 923, 237]
brand-logo-icon	[712, 40, 738, 66]
min-temp: 23	[556, 50, 582, 71]
manakara-photo	[712, 962, 928, 1016]
column-rule	[199, 95, 200, 1125]
nyaya-photo	[714, 812, 928, 882]
finger-icon: ☝	[22, 97, 58, 133]
min-temp-label: ಕನಿಷ್ಠ	[560, 40, 572, 48]
row-rule	[484, 938, 930, 939]
column-rule	[662, 312, 663, 782]
brief-body-2: ಇಂಡಿ: ತಾಲೂಕಿನ ಗ್ರಾಮದಲ್ಲಿ ಶ್ರೀ ಮಹಾದೇವರ ಜಾತ್ರೋತ್ಸವ ಜು.18ರಂದು ಜರುಗಲಿದೆ. ಈ ನಿಮಿತ್ತ ಗ್ರಾಮದಲ್ಲಿ ವಿವಿಧ ಧಾರ್ಮಿಕ ಕಾರ್ಯಕ್ರಮಗಳು ಆಯೋಜಿಸಲಾಗಿದೆ. ಬೆಳಗ್ಗೆ 6 ಗಂಟೆಗೆ ದೇವರಿಗೆ ರುದ್ರಾಭಿಷೇಕ, ಮಹಾಪೂಜೆ ನಡೆಯಲಿದ್ದು, ಮಧ್ಯಾಹ್ನ ಮಹಾಪ್ರಸಾದ ವಿತರಣೆ ನಡೆಯಲಿದೆ. ಸಂಜೆ 5 ಗಂಟೆಗೆ ಕುಂಭ ಮೆರವಣಿಗೆ ನಡೆಯಲಿದೆ. ಮೆರವಣಿಗೆಯಲ್ಲಿ ವಿವಿಧ ಕಲಾ ತಂಡಗಳು ಭಾಗವಹಿಸಲಿವೆ. ರಾತ್ರಿ 10 ಗಂಟೆಗೆ ಭಜನಾ ಕಾರ್ಯಕ್ರಮ ನಡೆಯಲಿದೆ ಎಂದು ಜಾತ್ರಾ ಸಮಿತಿ ಪ್ರಕಟಣೆಯಲ್ಲಿ ತಿಳಿಸಿದೆ.	[26, 673, 194, 732]
column-rule	[480, 786, 481, 1136]
brief-body-1: ಆಲಮೇಲ: ಪರಿಶಿಷ್ಟ ಜಾತಿ-ಪಂಗಡ ಜಾತ್ರಾ ಮತ್ತು ಇತರೆ ಹಕ್ಕೊತ್ತಾಯಗಳನ್ನು ಈಡೇರಿಸಲು ಜು.18ರಂದು ತಾಲೂಕು ಆಡಳಿತ ಸೌಧ ಆವರಣದಲ್ಲಿ ಪ್ರತಿಭಟನೆ ನಡೆಸಲಾಗುವುದು ಎಂದು ಸಂಘಟನೆಯ ಮುಖಂಡರು ತಿಳಿಸಿದರು. ದಲಿತ ಸಂಘರ್ಷ ಸಮಿತಿ ತಾಲೂಕು ಘಟಕದ ನೇತೃತ್ವದಲ್ಲಿ ಪ್ರತಿಭಟನೆ ನಡೆಯಲಿದ್ದು, ಕಂದಾಯ, ಸಮಾಜ ಕಲ್ಯಾಣ ಇಲಾಖೆಯ ಸೌಲಭ್ಯಗಳ ಸಮರ್ಪಕ ವಿತರಣೆ, ವಸತಿ ರಹಿತರಿಗೆ ನಿವೇಶನ, ಸ್ಮಶಾನ ಭೂಮಿ ಮಂಜೂರಾತಿ ಸೇರಿದಂತೆ ವಿವಿಧ ಬೇಡಿಕೆಗಳ ಈಡೇರಿಕೆಗೆ ಆಗ್ರಹಿಸಲಾಗುವುದು. ಈ ಪ್ರತಿಭಟನೆಯಲ್ಲಿ ತಾಲೂಕಿನ ಎಲ್ಲ ಗ್ರಾಮಗಳ ಕಾರ್ಯಕರ್ತರು ಪಾಲ್ಗೊಳ್ಳಬೇಕು ಎಂದು ಮನವಿ ಮಾಡಿದ್ದಾರೆ.	[26, 329, 194, 397]
